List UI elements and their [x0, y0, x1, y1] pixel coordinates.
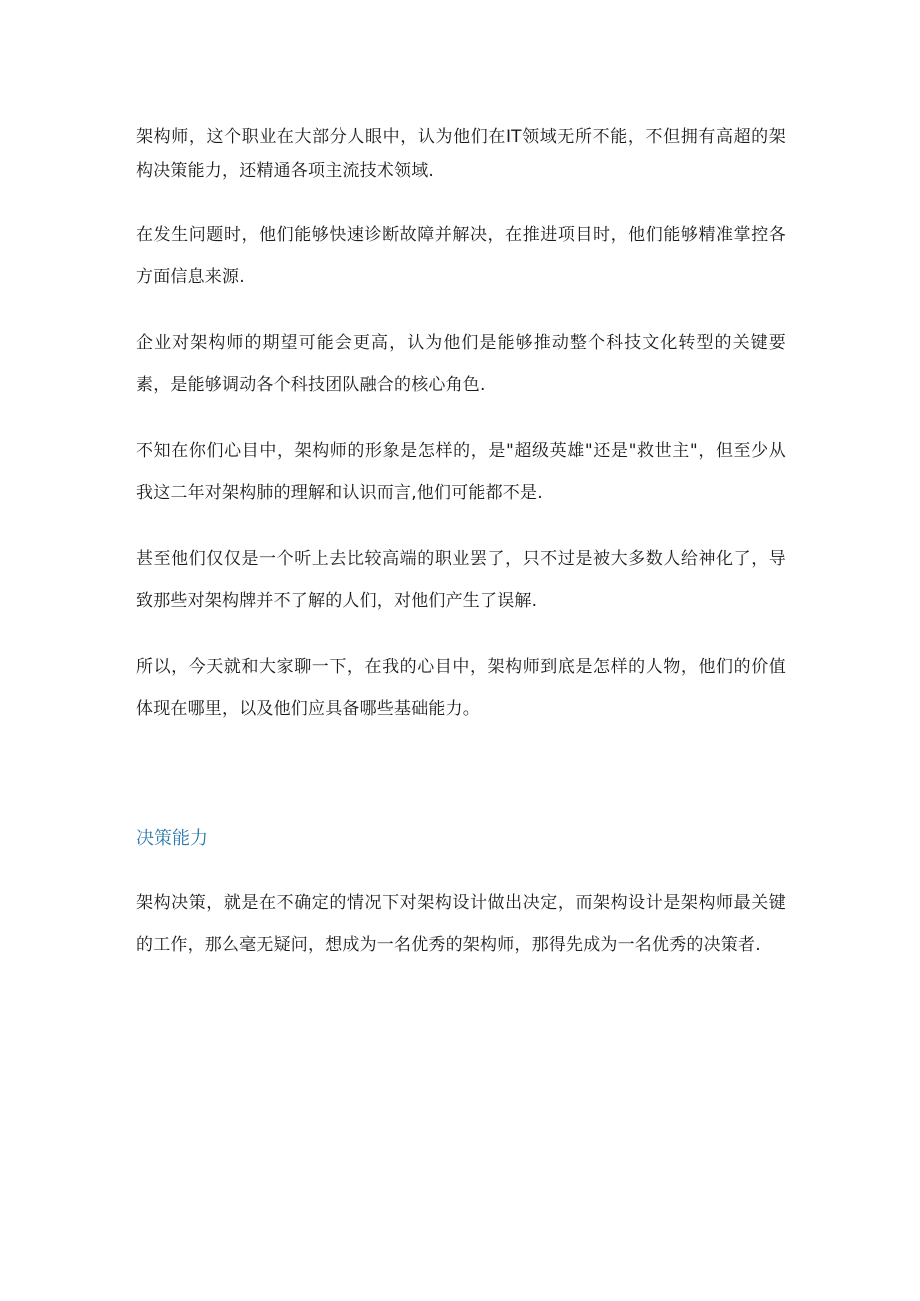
paragraph-topic: 所以，今天就和大家聊一下，在我的心目中，架构师到底是怎样的人物，他们的价值体现在哪里，以及他们应具备哪些基础能力。 [136, 657, 786, 719]
paragraph-expectations: 企业对架构师的期望可能会更高，认为他们是能够推动整个科技文化转型的关键要素，是能够调动各个科技团队融合的核心角色. [136, 333, 786, 395]
paragraph-misunderstanding: 甚至他们仅仅是一个听上去比较高端的职业罢了，只不过是被大多数人给神化了，导致那些对架构牌并不了解的人们，对他们产生了误解. [136, 549, 786, 611]
paragraph-image: 不知在你们心目中，架构师的形象是怎样的，是"超级英雄"还是"救世主"，但至少从我这二年对架构肺的理解和认识而言,他们可能都不是. [136, 441, 786, 503]
document-body [136, 120, 786, 990]
section-heading-decision: 决策能力 [136, 828, 208, 849]
paragraph-troubleshooting: 在发生问题时，他们能够快速诊断故障并解决，在推进项目时，他们能够精准掌控各方面信息来源. [136, 225, 786, 287]
paragraph-intro: 架构师，这个职业在大部分人眼中，认为他们在IT领域无所不能，不但拥有高超的架构决策能力，还精通各项主流技术领域. [136, 127, 786, 181]
paragraph-decision: 架构决策，就是在不确定的情况下对架构设计做出决定，而架构设计是架构师最关键的工作，那么毫无疑问，想成为一名优秀的架构师，那得先成为一名优秀的决策者. [136, 893, 786, 955]
